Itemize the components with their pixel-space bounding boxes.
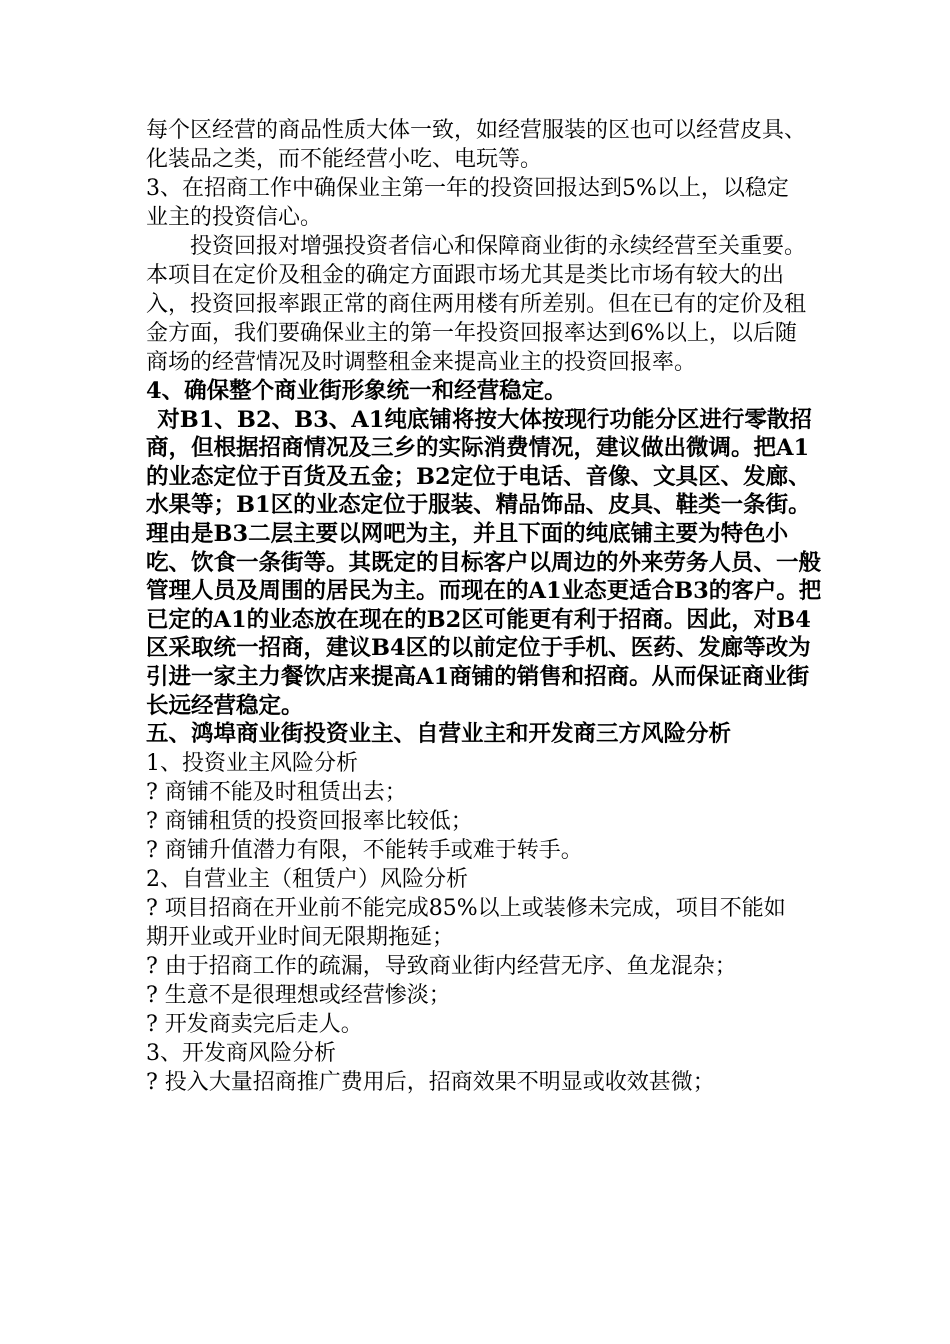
list-item: ? 商铺租赁的投资回报率比较低；	[146, 808, 473, 834]
heading-investor-risk: 1、投资业主风险分析	[146, 750, 358, 776]
heading-unified-image: 4、确保整个商业街形象统一和经营稳定。	[146, 378, 567, 404]
paragraph-zoning-plan: 对B1、B2、B3、A1纯底铺将按大体按现行功能分区进行零散招商，但根据招商情况及三乡的实际消费情况，建议做出微调。把A1的业态定位于百货及五金；B2定位于电话、音像、文具区、发廊、水果等；B1区的业态定位于服装、精品饰品、皮具、鞋类一条街。理由是B3二层主要以网吧为主，并且下面的纯底铺主要为特色小吃、饮食一条街等。其既定的目标客户以周边的外来劳务人员、一般管理人员及周围的居民为主。而现在的A1业态更适合B3的客户。把已定的A1的业态放在现在的B2区可能更有利于招商。因此，对B4区采取统一招商，建议B4区的以前定位于手机、医药、发廊等改为引进一家主力餐饮店来提高A1商铺的销售和招商。从而保证商业街长远经营稳定。	[146, 406, 822, 719]
heading-developer-risk: 3、开发商风险分析	[146, 1040, 336, 1066]
list-item: ? 项目招商在开业前不能完成85%以上或装修未完成，项目不能如期开业或开业时间无限期拖延；	[146, 895, 786, 950]
list-item: ? 商铺不能及时租赁出去；	[146, 779, 407, 805]
document-body	[146, 116, 836, 1097]
list-item: ? 开发商卖完后走人。	[146, 1011, 363, 1037]
paragraph-investment-return: 投资回报对增强投资者信心和保障商业街的永续经营至关重要。本项目在定价及租金的确定方面跟市场尤其是类比市场有较大的出入，投资回报率跟正常的商住两用楼有所差别。但在已有的定价及租金方面，我们要确保业主的第一年投资回报率达到6%以上，以后随商场的经营情况及时调整租金来提高业主的投资回报率。	[146, 234, 807, 375]
paragraph-return-target: 3、在招商工作中确保业主第一年的投资回报达到5%以上，以稳定业主的投资信心。	[146, 176, 789, 230]
list-item: ? 由于招商工作的疏漏，导致商业街内经营无序、鱼龙混杂；	[146, 953, 737, 979]
heading-tenant-risk: 2、自营业主（租赁户）风险分析	[146, 866, 468, 892]
list-item: ? 商铺升值潜力有限，不能转手或难于转手。	[146, 837, 583, 863]
list-item: ? 投入大量招商推广费用后，招商效果不明显或收效甚微；	[146, 1069, 715, 1095]
heading-risk-analysis: 五、鸿埠商业街投资业主、自营业主和开发商三方风险分析	[146, 721, 732, 748]
paragraph-business-nature: 每个区经营的商品性质大体一致，如经营服装的区也可以经营皮具、化装品之类，而不能经营小吃、电玩等。	[146, 118, 807, 172]
list-item: ? 生意不是很理想或经营惨淡；	[146, 982, 451, 1008]
